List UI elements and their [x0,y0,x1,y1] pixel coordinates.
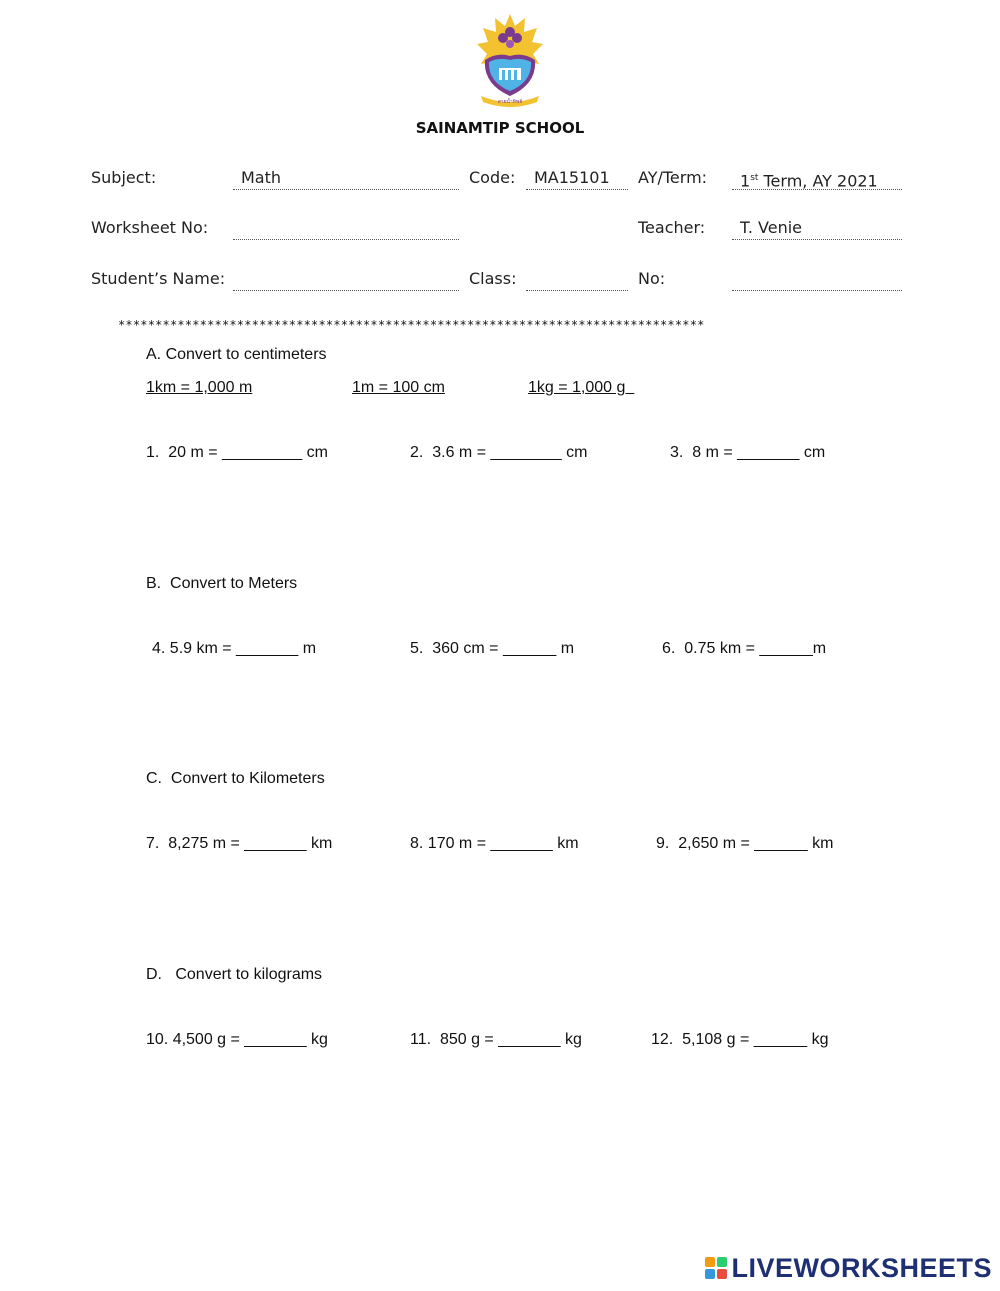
subject-value: Math [241,168,282,187]
question-1[interactable]: 1. 20 m = _________ cm [146,444,328,461]
teacher-field[interactable] [732,219,902,240]
question-9[interactable]: 9. 2,650 m = ______ km [656,835,834,852]
subject-label: Subject: [91,168,157,187]
question-12[interactable]: 12. 5,108 g = ______ kg [651,1031,829,1048]
question-4[interactable]: 4. 5.9 km = _______ m [152,640,317,657]
worksheet-no-field[interactable] [233,219,459,240]
code-label: Code: [469,168,516,187]
question-2[interactable]: 2. 3.6 m = ________ cm [410,444,588,461]
teacher-label: Teacher: [638,218,706,237]
teacher-value: T. Venie [740,218,803,237]
ayterm-value: 1st Term, AY 2021 [740,171,878,191]
section-b-title: B. Convert to Meters [146,575,298,592]
question-11[interactable]: 11. 850 g = _______ kg [410,1031,582,1048]
subject-field[interactable] [233,169,459,190]
school-crest-logo [475,12,545,108]
liveworksheets-logo-icon [705,1257,727,1279]
liveworksheets-wordmark: LIVEWORKSHEETS [731,1252,992,1283]
question-10[interactable]: 10. 4,500 g = _______ kg [146,1031,328,1048]
question-7[interactable]: 7. 8,275 m = _______ km [146,835,333,852]
question-5[interactable]: 5. 360 cm = ______ m [410,640,575,657]
fact-m-cm: 1m = 100 cm [352,379,445,396]
section-c-title: C. Convert to Kilometers [146,770,325,787]
no-field[interactable] [732,270,902,291]
code-field[interactable] [526,169,628,190]
question-8[interactable]: 8. 170 m = _______ km [410,835,579,852]
ayterm-field[interactable] [732,169,902,190]
school-name: SAINAMTIP SCHOOL [415,119,585,137]
section-d-title: D. Convert to kilograms [146,966,323,983]
worksheet-no-label: Worksheet No: [91,218,209,237]
student-name-label: Student’s Name: [91,269,226,288]
ayterm-label: AY/Term: [638,168,708,187]
fact-kg-g: 1kg = 1,000 g [528,379,635,396]
class-field[interactable] [526,270,628,291]
no-label: No: [638,269,666,288]
separator: ******************************************************************************* [118,318,705,332]
liveworksheets-brand [705,1252,992,1283]
code-value: MA15101 [534,168,610,187]
section-a-title: A. Convert to centimeters [146,346,327,363]
question-6[interactable]: 6. 0.75 km = ______m [662,640,827,657]
svg-text:สายน้ำทิพย์: สายน้ำทิพย์ [497,99,523,105]
fact-km-m: 1km = 1,000 m [146,379,253,396]
class-label: Class: [469,269,517,288]
question-3[interactable]: 3. 8 m = _______ cm [670,444,826,461]
student-name-field[interactable] [233,270,459,291]
